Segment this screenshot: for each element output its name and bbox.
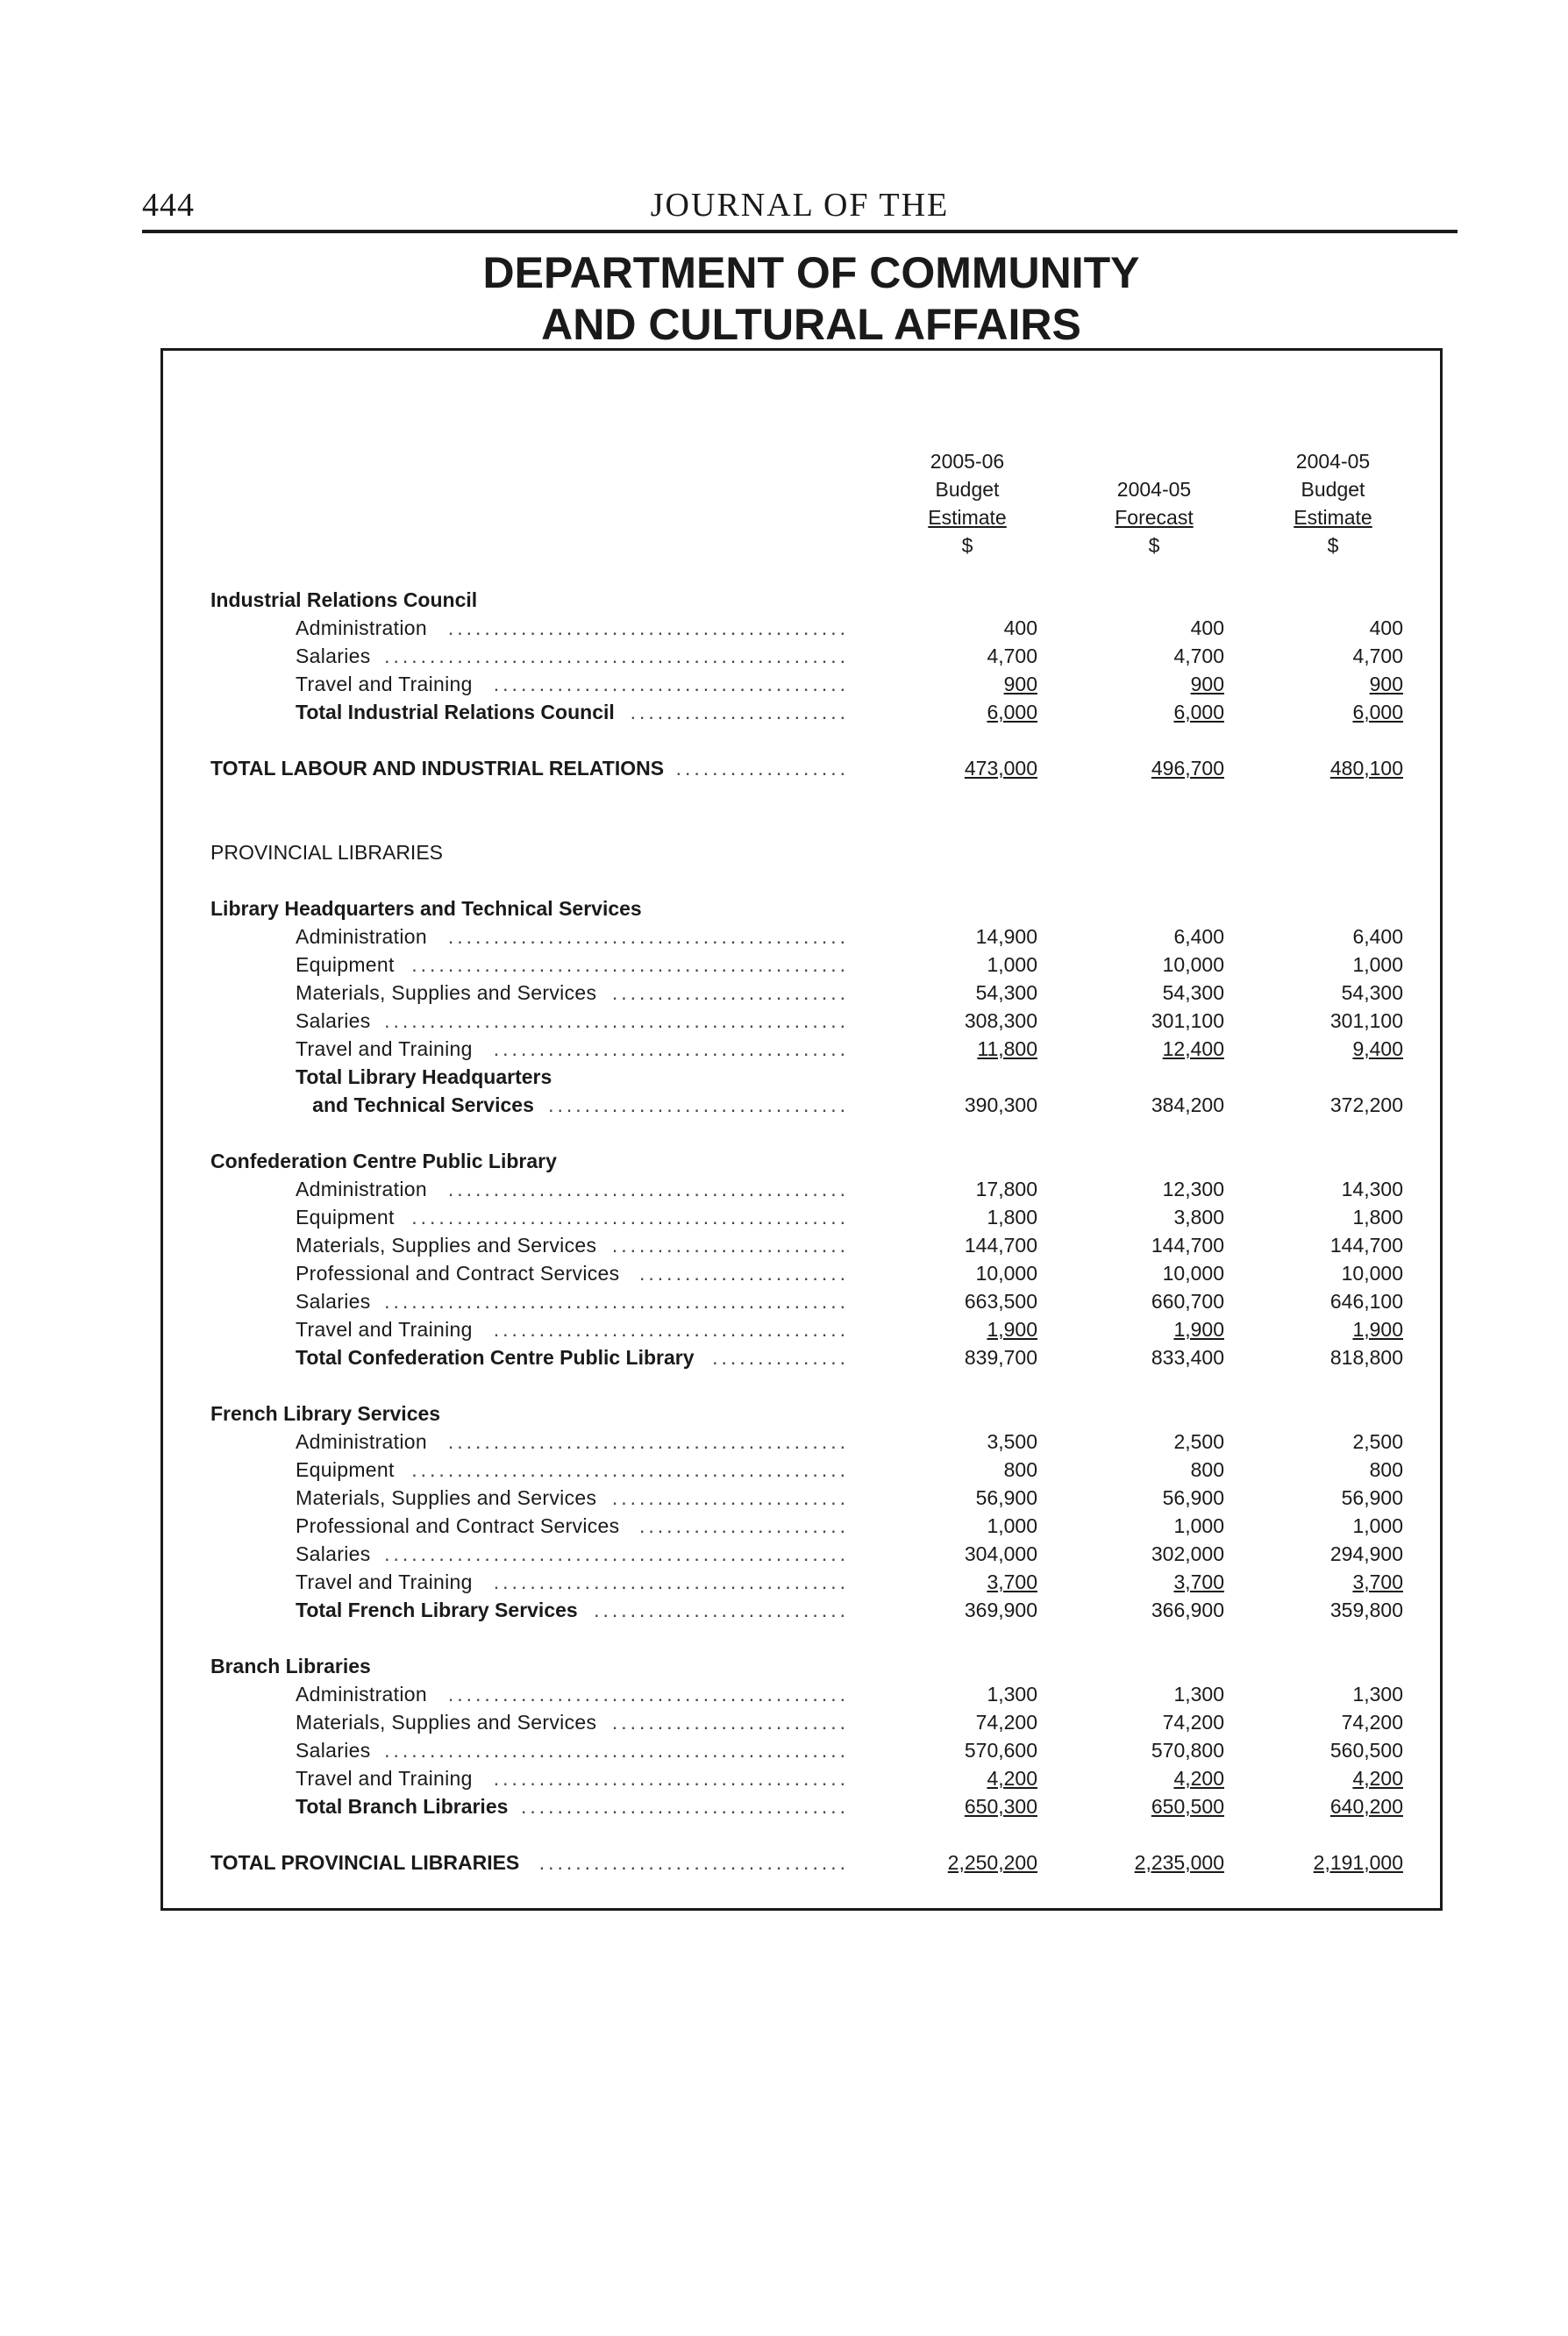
value-cell: 74,200 [1341,1711,1403,1734]
row-label: TOTAL PROVINCIAL LIBRARIES [210,1851,520,1874]
row-label: Travel and Training [296,1318,473,1341]
value-cell: 4,700 [987,645,1037,667]
table-row [0,922,1568,951]
value-cell: 800 [1369,1458,1403,1481]
value-cell: 560,500 [1329,1739,1403,1762]
leader-dots: .......................... [611,1486,849,1509]
table-row [0,1203,1568,1231]
value-cell: 6,000 [1173,701,1224,723]
row-label: Materials, Supplies and Services [296,981,597,1004]
row-label: Library Headquarters and Technical Services [210,897,642,920]
leader-dots: .......................... [611,981,849,1004]
department-title [0,247,1568,351]
subtotal-row [0,1343,1568,1371]
leader-dots: ................................................... [384,645,849,667]
subtotal-row [0,698,1568,726]
value-cell: 570,600 [964,1739,1037,1762]
leader-dots: ....................................... [493,1037,849,1060]
table-row [0,642,1568,670]
value-cell: 384,200 [1151,1093,1224,1116]
page-number: 444 [142,187,195,224]
leader-dots: ................................. [548,1093,849,1116]
value-cell: 17,800 [975,1178,1037,1200]
value-cell: 400 [1369,616,1403,639]
value-cell: 11,800 [977,1037,1037,1060]
table-row [0,1428,1568,1456]
row-label: Travel and Training [296,673,473,695]
leader-dots: ............................................ [447,1178,849,1200]
leader-dots: .................................... [520,1795,849,1818]
value-cell: 800 [1190,1458,1224,1481]
row-label: Total Library Headquarters [296,1065,552,1088]
value-cell: 900 [1003,673,1037,695]
value-cell: 400 [1003,616,1037,639]
row-label: and Technical Services [296,1093,534,1116]
leader-dots: ............................................ [447,1430,849,1453]
row-label: Administration [296,616,427,639]
value-cell: 2,250,200 [947,1851,1037,1874]
value-cell: 304,000 [964,1542,1037,1565]
column-header-line: Forecast [1115,506,1194,529]
leader-dots: ....................................... [493,673,849,695]
row-label: Administration [296,925,427,948]
value-cell: 4,200 [987,1767,1037,1790]
leader-dots: ............................................ [447,1683,849,1706]
department-title-line-2: AND CULTURAL AFFAIRS [541,300,1081,349]
value-cell: 10,000 [1341,1262,1403,1285]
value-cell: 54,300 [1162,981,1224,1004]
column-header-line: Estimate [928,506,1007,529]
column-header-line: 2004-05 [1116,478,1192,501]
value-cell: 12,300 [1162,1178,1224,1200]
row-label: Equipment [296,1206,395,1229]
row-label: Travel and Training [296,1037,473,1060]
value-cell: 800 [1003,1458,1037,1481]
table-row [0,1259,1568,1287]
table-row [0,670,1568,698]
section-row [0,1652,1568,1680]
row-label: Professional and Contract Services [296,1514,620,1537]
value-cell: 3,500 [987,1430,1037,1453]
value-cell: 660,700 [1151,1290,1224,1313]
row-label: Salaries [296,1290,371,1313]
subtotal-row [0,1063,1568,1091]
column-header-line: $ [1327,534,1339,557]
value-cell: 646,100 [1329,1290,1403,1313]
table-row [0,1315,1568,1343]
table-row [0,1680,1568,1708]
leader-dots: ....................................... [493,1318,849,1341]
leader-dots: ................................................... [384,1290,849,1313]
subtotal-row [0,1596,1568,1624]
value-cell: 1,300 [1352,1683,1403,1706]
table-row [0,1456,1568,1484]
total-row [0,754,1568,782]
leader-dots: ....................................... [493,1767,849,1790]
leader-dots: ................................................... [384,1739,849,1762]
section-row [0,586,1568,614]
value-cell: 301,100 [1151,1009,1224,1032]
column-header-line: 2004-05 [1295,450,1371,473]
row-label: Administration [296,1178,427,1200]
column-header [1263,447,1403,559]
row-label: Branch Libraries [210,1655,371,1677]
table-row [0,1512,1568,1540]
value-cell: 14,300 [1341,1178,1403,1200]
table-row [0,979,1568,1007]
row-label: Total Industrial Relations Council [296,701,615,723]
row-label: Industrial Relations Council [210,588,478,611]
table-row [0,1035,1568,1063]
table-row [0,1484,1568,1512]
value-cell: 2,191,000 [1313,1851,1403,1874]
value-cell: 54,300 [975,981,1037,1004]
row-label: French Library Services [210,1402,441,1425]
value-cell: 144,700 [1151,1234,1224,1257]
value-cell: 74,200 [975,1711,1037,1734]
row-label: Confederation Centre Public Library [210,1150,557,1172]
value-cell: 14,900 [975,925,1037,948]
value-cell: 1,800 [987,1206,1037,1229]
table-row [0,1175,1568,1203]
column-header-line [1084,447,1224,475]
table-row [0,1568,1568,1596]
value-cell: 6,400 [1173,925,1224,948]
value-cell: 1,000 [1352,953,1403,976]
division-row [0,838,1568,866]
value-cell: 2,500 [1173,1430,1224,1453]
value-cell: 496,700 [1151,757,1224,780]
subtotal-row [0,1091,1568,1119]
value-cell: 6,400 [1352,925,1403,948]
value-cell: 818,800 [1329,1346,1403,1369]
value-cell: 473,000 [964,757,1037,780]
value-cell: 74,200 [1162,1711,1224,1734]
value-cell: 144,700 [964,1234,1037,1257]
leader-dots: ............................................ [447,925,849,948]
value-cell: 1,800 [1352,1206,1403,1229]
table-row [0,1708,1568,1736]
value-cell: 570,800 [1151,1739,1224,1762]
value-cell: 839,700 [964,1346,1037,1369]
row-label: Salaries [296,645,371,667]
value-cell: 372,200 [1329,1093,1403,1116]
value-cell: 900 [1369,673,1403,695]
leader-dots: ............................................ [447,616,849,639]
table-row [0,951,1568,979]
value-cell: 2,235,000 [1134,1851,1224,1874]
row-label: Materials, Supplies and Services [296,1711,597,1734]
table-row [0,1540,1568,1568]
row-label: Travel and Training [296,1767,473,1790]
department-title-line-1: DEPARTMENT OF COMMUNITY [482,248,1140,297]
value-cell: 390,300 [964,1093,1037,1116]
value-cell: 359,800 [1329,1599,1403,1621]
row-label: Total Confederation Centre Public Library [296,1346,695,1369]
value-cell: 663,500 [964,1290,1037,1313]
table-row [0,1287,1568,1315]
section-row [0,1147,1568,1175]
value-cell: 301,100 [1329,1009,1403,1032]
value-cell: 366,900 [1151,1599,1224,1621]
leader-dots: .................................. [538,1851,849,1874]
column-header [1084,447,1224,559]
leader-dots: ................................................ [411,1206,849,1229]
value-cell: 56,900 [975,1486,1037,1509]
table-row [0,1231,1568,1259]
row-label: PROVINCIAL LIBRARIES [210,841,444,864]
value-cell: 3,700 [1352,1570,1403,1593]
value-cell: 10,000 [1162,1262,1224,1285]
value-cell: 1,900 [1352,1318,1403,1341]
row-label: Professional and Contract Services [296,1262,620,1285]
value-cell: 400 [1190,616,1224,639]
value-cell: 3,800 [1173,1206,1224,1229]
column-header-line: $ [961,534,973,557]
row-label: Materials, Supplies and Services [296,1486,597,1509]
total-row [0,1848,1568,1877]
value-cell: 54,300 [1341,981,1403,1004]
leader-dots: ....................... [639,1514,849,1537]
value-cell: 1,000 [1352,1514,1403,1537]
leader-dots: ................................................... [384,1542,849,1565]
column-header-line: 2005-06 [930,450,1005,473]
value-cell: 2,500 [1352,1430,1403,1453]
column-header-line: Budget [1301,478,1365,501]
value-cell: 12,400 [1162,1037,1224,1060]
value-cell: 308,300 [964,1009,1037,1032]
column-header-line: $ [1148,534,1160,557]
column-header-line: Estimate [1294,506,1372,529]
value-cell: 1,900 [987,1318,1037,1341]
leader-dots: ........................ [630,701,849,723]
value-cell: 56,900 [1162,1486,1224,1509]
leader-dots: ................................................ [411,953,849,976]
row-label: TOTAL LABOUR AND INDUSTRIAL RELATIONS [210,757,665,780]
leader-dots: ............................ [594,1599,849,1621]
leader-dots: ................................................ [411,1458,849,1481]
value-cell: 144,700 [1329,1234,1403,1257]
value-cell: 4,700 [1352,645,1403,667]
row-label: Equipment [296,953,395,976]
table-row [0,1764,1568,1792]
row-label: Salaries [296,1009,371,1032]
value-cell: 294,900 [1329,1542,1403,1565]
value-cell: 56,900 [1341,1486,1403,1509]
leader-dots: ................................................... [384,1009,849,1032]
row-label: Materials, Supplies and Services [296,1234,597,1257]
value-cell: 6,000 [1352,701,1403,723]
subtotal-row [0,1792,1568,1820]
value-cell: 1,300 [1173,1683,1224,1706]
leader-dots: ............... [712,1346,849,1369]
value-cell: 480,100 [1329,757,1403,780]
value-cell: 10,000 [975,1262,1037,1285]
value-cell: 640,200 [1329,1795,1403,1818]
row-label: Administration [296,1430,427,1453]
page-header [142,184,1458,233]
value-cell: 9,400 [1352,1037,1403,1060]
value-cell: 1,300 [987,1683,1037,1706]
row-label: Salaries [296,1542,371,1565]
value-cell: 1,000 [987,953,1037,976]
value-cell: 3,700 [987,1570,1037,1593]
section-row [0,894,1568,922]
leader-dots: .......................... [611,1234,849,1257]
value-cell: 833,400 [1151,1346,1224,1369]
row-label: Total French Library Services [296,1599,578,1621]
leader-dots: ....................... [639,1262,849,1285]
column-header [897,447,1037,559]
leader-dots: ....................................... [493,1570,849,1593]
table-row [0,1736,1568,1764]
row-label: Equipment [296,1458,395,1481]
row-label: Salaries [296,1739,371,1762]
value-cell: 6,000 [987,701,1037,723]
value-cell: 3,700 [1173,1570,1224,1593]
section-row [0,1399,1568,1428]
table-row [0,614,1568,642]
value-cell: 650,500 [1151,1795,1224,1818]
value-cell: 1,000 [987,1514,1037,1537]
value-cell: 10,000 [1162,953,1224,976]
value-cell: 4,700 [1173,645,1224,667]
row-label: Travel and Training [296,1570,473,1593]
value-cell: 650,300 [964,1795,1037,1818]
value-cell: 369,900 [964,1599,1037,1621]
value-cell: 4,200 [1173,1767,1224,1790]
value-cell: 1,900 [1173,1318,1224,1341]
table-row [0,1007,1568,1035]
value-cell: 302,000 [1151,1542,1224,1565]
value-cell: 900 [1190,673,1224,695]
value-cell: 1,000 [1173,1514,1224,1537]
leader-dots: .......................... [611,1711,849,1734]
journal-title: JOURNAL OF THE [650,187,950,224]
row-label: Administration [296,1683,427,1706]
column-header-line: Budget [935,478,1000,501]
row-label: Total Branch Libraries [296,1795,509,1818]
leader-dots: ................... [675,757,849,780]
value-cell: 4,200 [1352,1767,1403,1790]
